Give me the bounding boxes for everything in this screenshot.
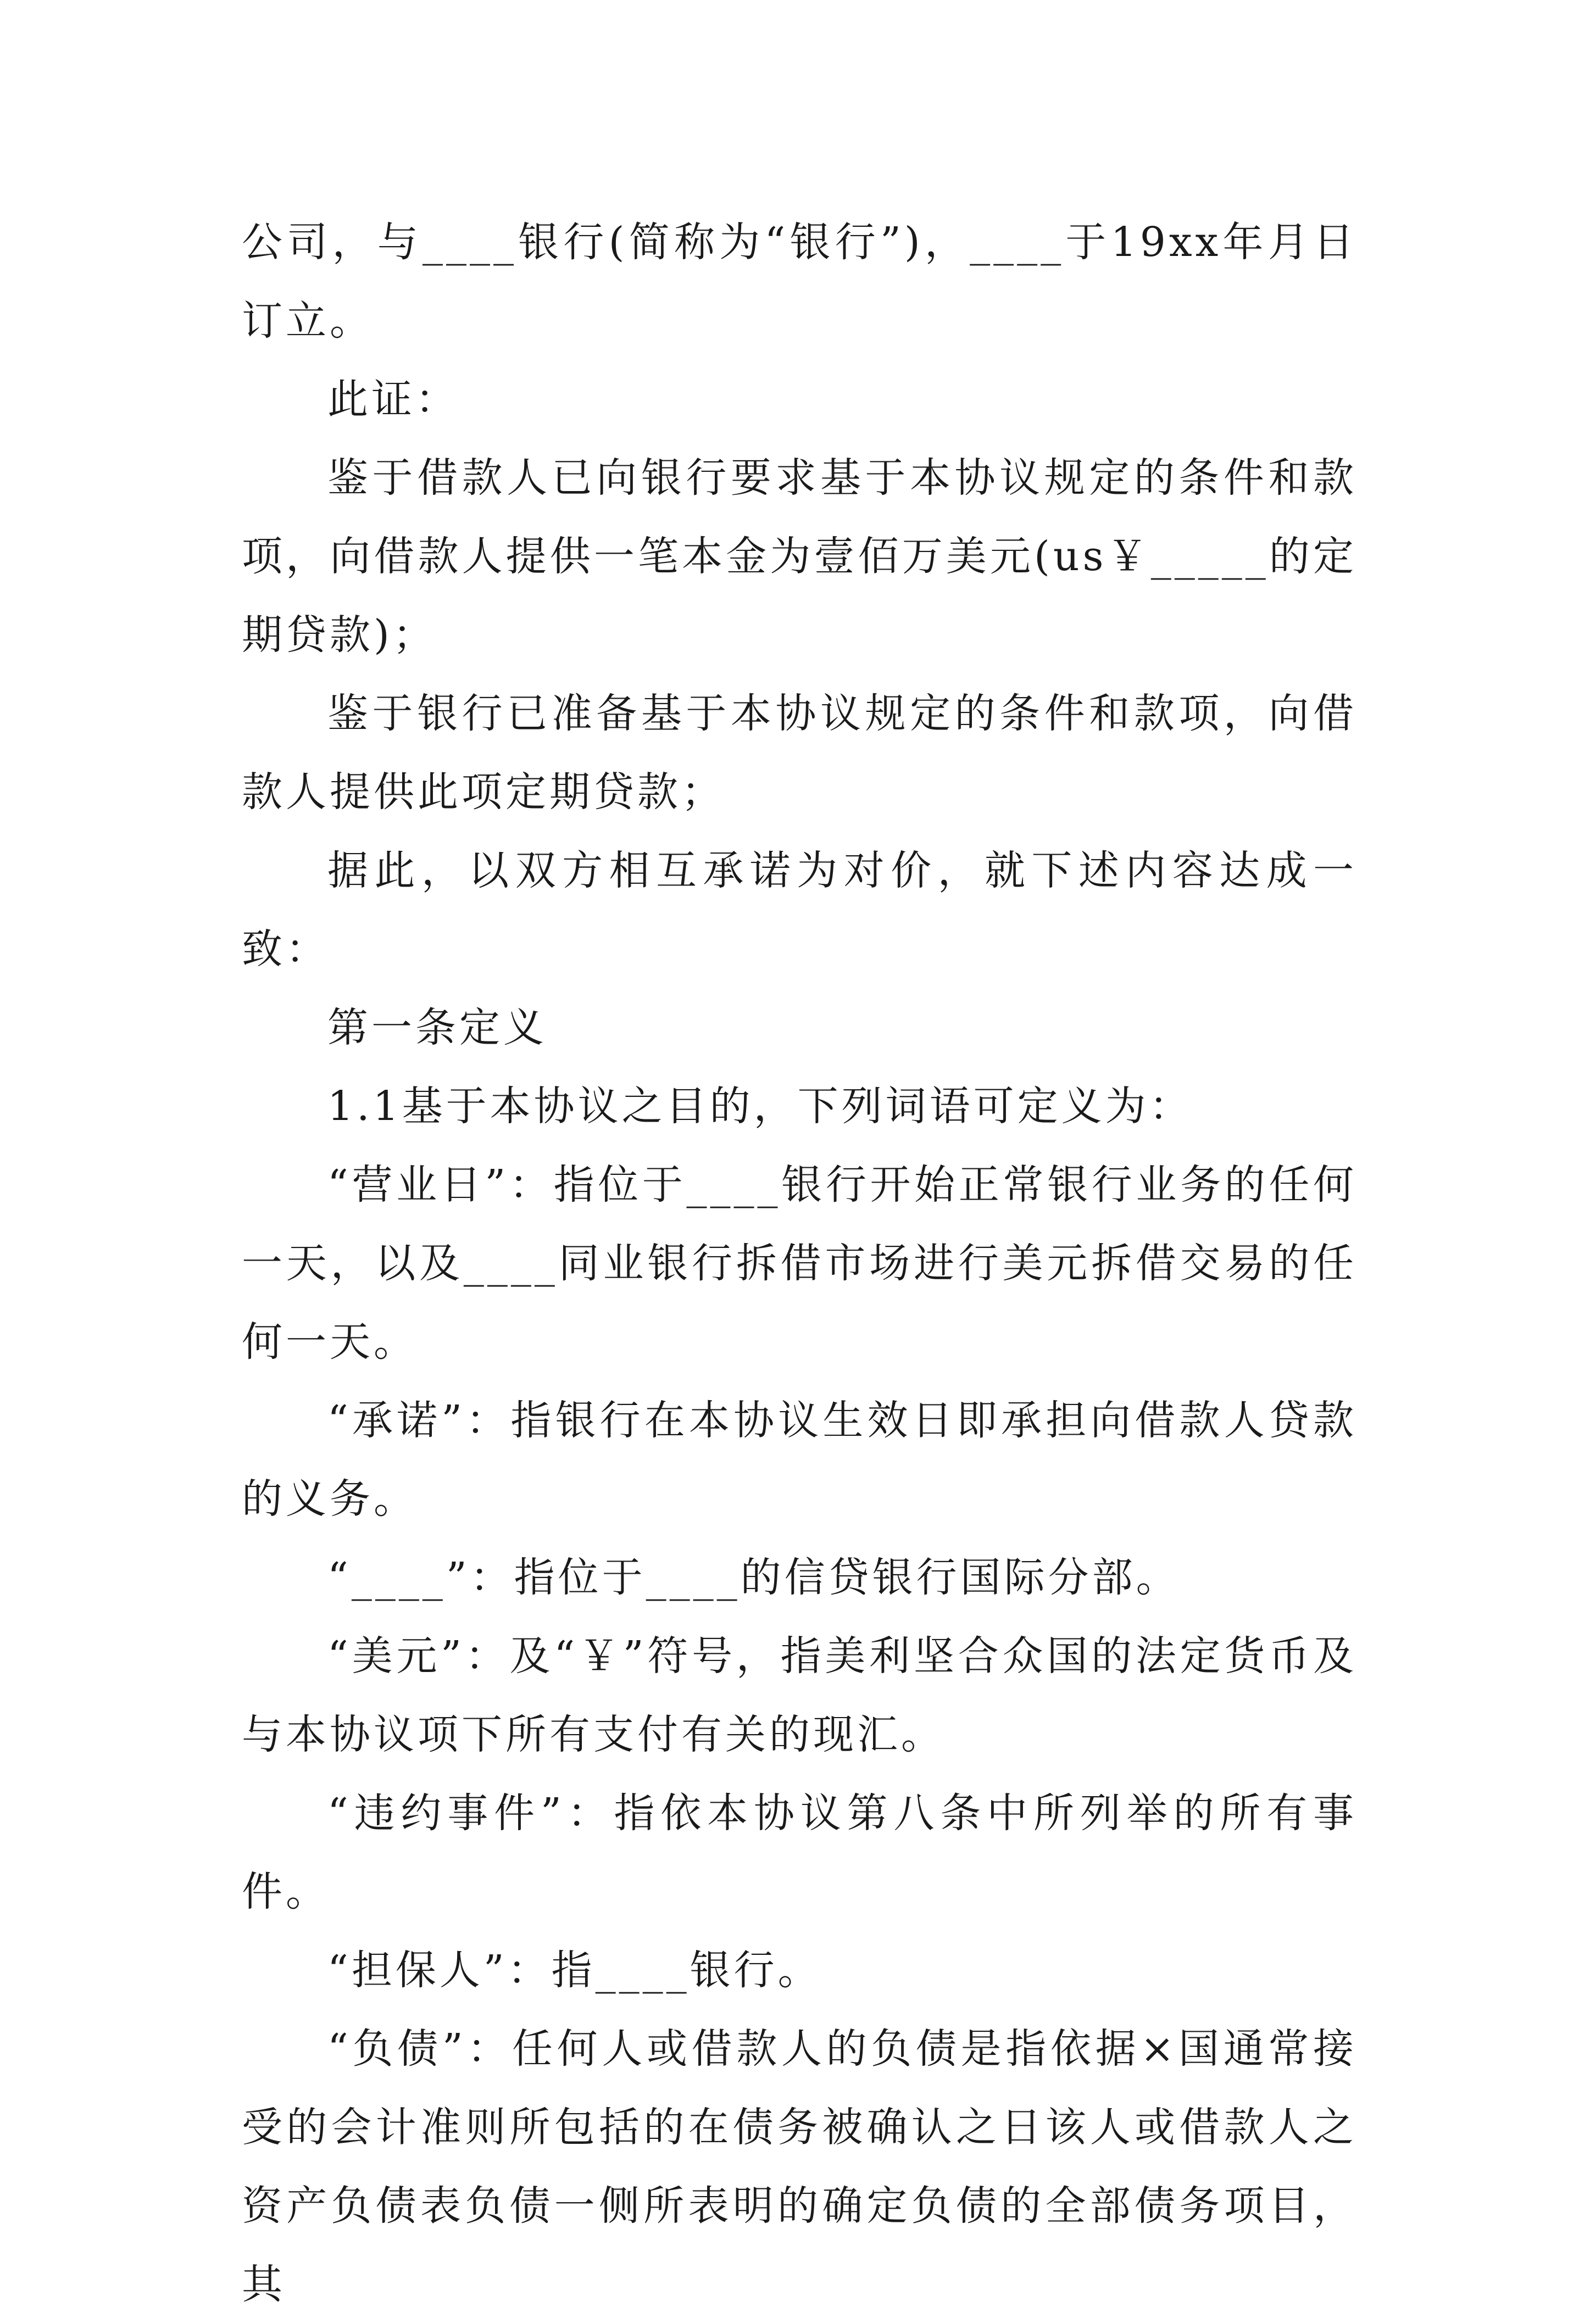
definition-dollar: “美元”：及“￥”符号，指美利坚合众国的法定货币及与本协议项下所有支付有关的现汇。 bbox=[242, 1632, 1357, 1758]
paragraph-consideration: 据此，以双方相互承诺为对价，就下述内容达成一致： bbox=[242, 847, 1357, 973]
paragraph-witnesseth: 此证： bbox=[327, 376, 459, 423]
definition-event-of-default: “违约事件”：指依本协议第八条中所列举的所有事件。 bbox=[242, 1790, 1357, 1915]
document-body bbox=[242, 203, 1357, 2324]
article-1-heading: 第一条定义 bbox=[327, 1004, 547, 1051]
paragraph-recital-borrower: 鉴于借款人已向银行要求基于本协议规定的条件和款项，向借款人提供一笔本金为壹佰万美元(us￥_____的定期贷款)； bbox=[242, 454, 1357, 659]
definition-indebtedness: “负债”：任何人或借款人的负债是指依据×国通常接受的会计准则所包括的在债务被确认之日该人或借款人之资产负债表负债一侧所表明的确定负债的全部债务项目，其 bbox=[242, 2025, 1357, 2308]
definition-business-day: “营业日”：指位于____银行开始正常银行业务的任何一天，以及____同业银行拆借市场进行美元拆借交易的任何一天。 bbox=[242, 1161, 1357, 1366]
definition-guarantor: “担保人”：指____银行。 bbox=[327, 1947, 822, 1994]
paragraph-recital-bank: 鉴于银行已准备基于本协议规定的条件和款项，向借款人提供此项定期贷款； bbox=[242, 690, 1357, 816]
definition-credit-bank: “____”：指位于____的信贷银行国际分部。 bbox=[327, 1554, 1180, 1601]
clause-1-1: 1.1基于本协议之目的，下列词语可定义为： bbox=[327, 1083, 1193, 1130]
definition-commitment: “承诺”：指银行在本协议生效日即承担向借款人贷款的义务。 bbox=[242, 1397, 1357, 1523]
paragraph-parties: 公司，与____银行(简称为“银行”)，____于19xx年月日订立。 bbox=[242, 219, 1357, 344]
